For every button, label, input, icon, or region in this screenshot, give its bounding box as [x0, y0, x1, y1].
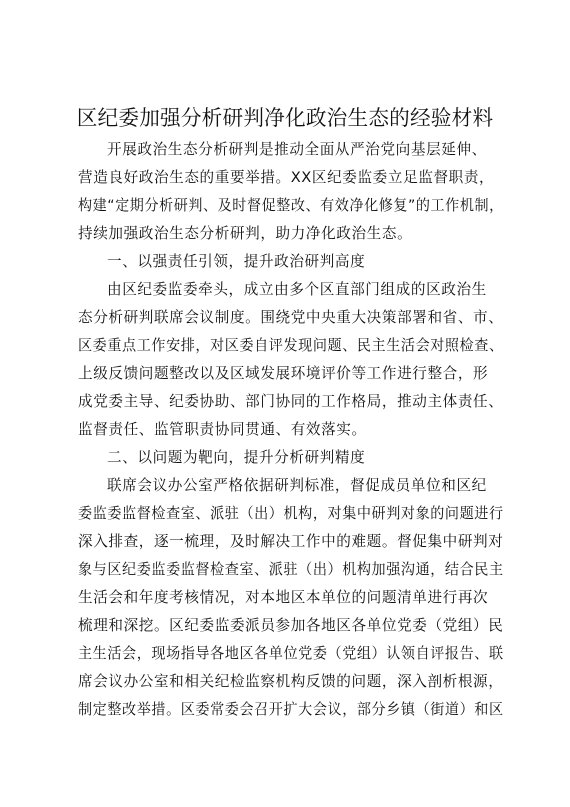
paragraph-line: 梳理和深挖。区纪委监委派员参加各地区各单位党委（党组）民 [78, 617, 504, 634]
section-heading-1: 一、以强责任引领，提升政治研判高度 [107, 253, 366, 270]
paragraph-line: 监督责任、监管职责协同贯通、有效落实。 [78, 421, 367, 438]
paragraph-line: 持续加强政治生态分析研判，助力净化政治生态。 [78, 225, 413, 242]
paragraph-line: 制定整改举措。区委常委会召开扩大会议，部分乡镇（街道）和区 [78, 701, 504, 718]
paragraph-line: 生活会和年度考核情况，对本地区本单位的问题清单进行再次 [78, 589, 489, 606]
paragraph-line: 开展政治生态分析研判是推动全面从严治党向基层延伸、 [107, 141, 487, 158]
paragraph-line: 联席会议办公室严格依据研判标准，督促成员单位和区纪 [107, 477, 487, 494]
paragraph-line: 深入排查，逐一梳理，及时解决工作中的难题。督促集中研判对 [78, 533, 504, 550]
paragraph-line: 构建“定期分析研判、及时督促整改、有效净化修复”的工作机制， [78, 197, 504, 214]
paragraph-line: 委监委监督检查室、派驻（出）机构，对集中研判对象的问题进行 [78, 505, 504, 522]
paragraph-line: 成党委主导、纪委协助、部门协同的工作格局，推动主体责任、 [78, 393, 504, 410]
paragraph-line: 区委重点工作安排，对区委自评发现问题、民主生活会对照检查、 [78, 337, 504, 354]
section-heading-2: 二、以问题为靶向，提升分析研判精度 [107, 449, 366, 466]
paragraph-line: 由区纪委监委牵头，成立由多个区直部门组成的区政治生 [107, 281, 487, 298]
paragraph-line: 象与区纪委监委监督检查室、派驻（出）机构加强沟通，结合民主 [78, 561, 504, 578]
paragraph-line: 态分析研判联席会议制度。围绕党中央重大决策部署和省、市、 [78, 309, 504, 326]
paragraph-line: 上级反馈问题整改以及区域发展环境评价等工作进行整合，形 [78, 365, 489, 382]
paragraph-line: 席会议办公室和相关纪检监察机构反馈的问题，深入剖析根源， [78, 673, 504, 690]
paragraph-line: 主生活会，现场指导各地区各单位党委（党组）认领自评报告、联 [78, 645, 504, 662]
document-title: 区纪委加强分析研判净化政治生态的经验材料 [76, 106, 494, 130]
paragraph-line: 营造良好政治生态的重要举措。XX区纪委监委立足监督职责， [78, 169, 495, 186]
